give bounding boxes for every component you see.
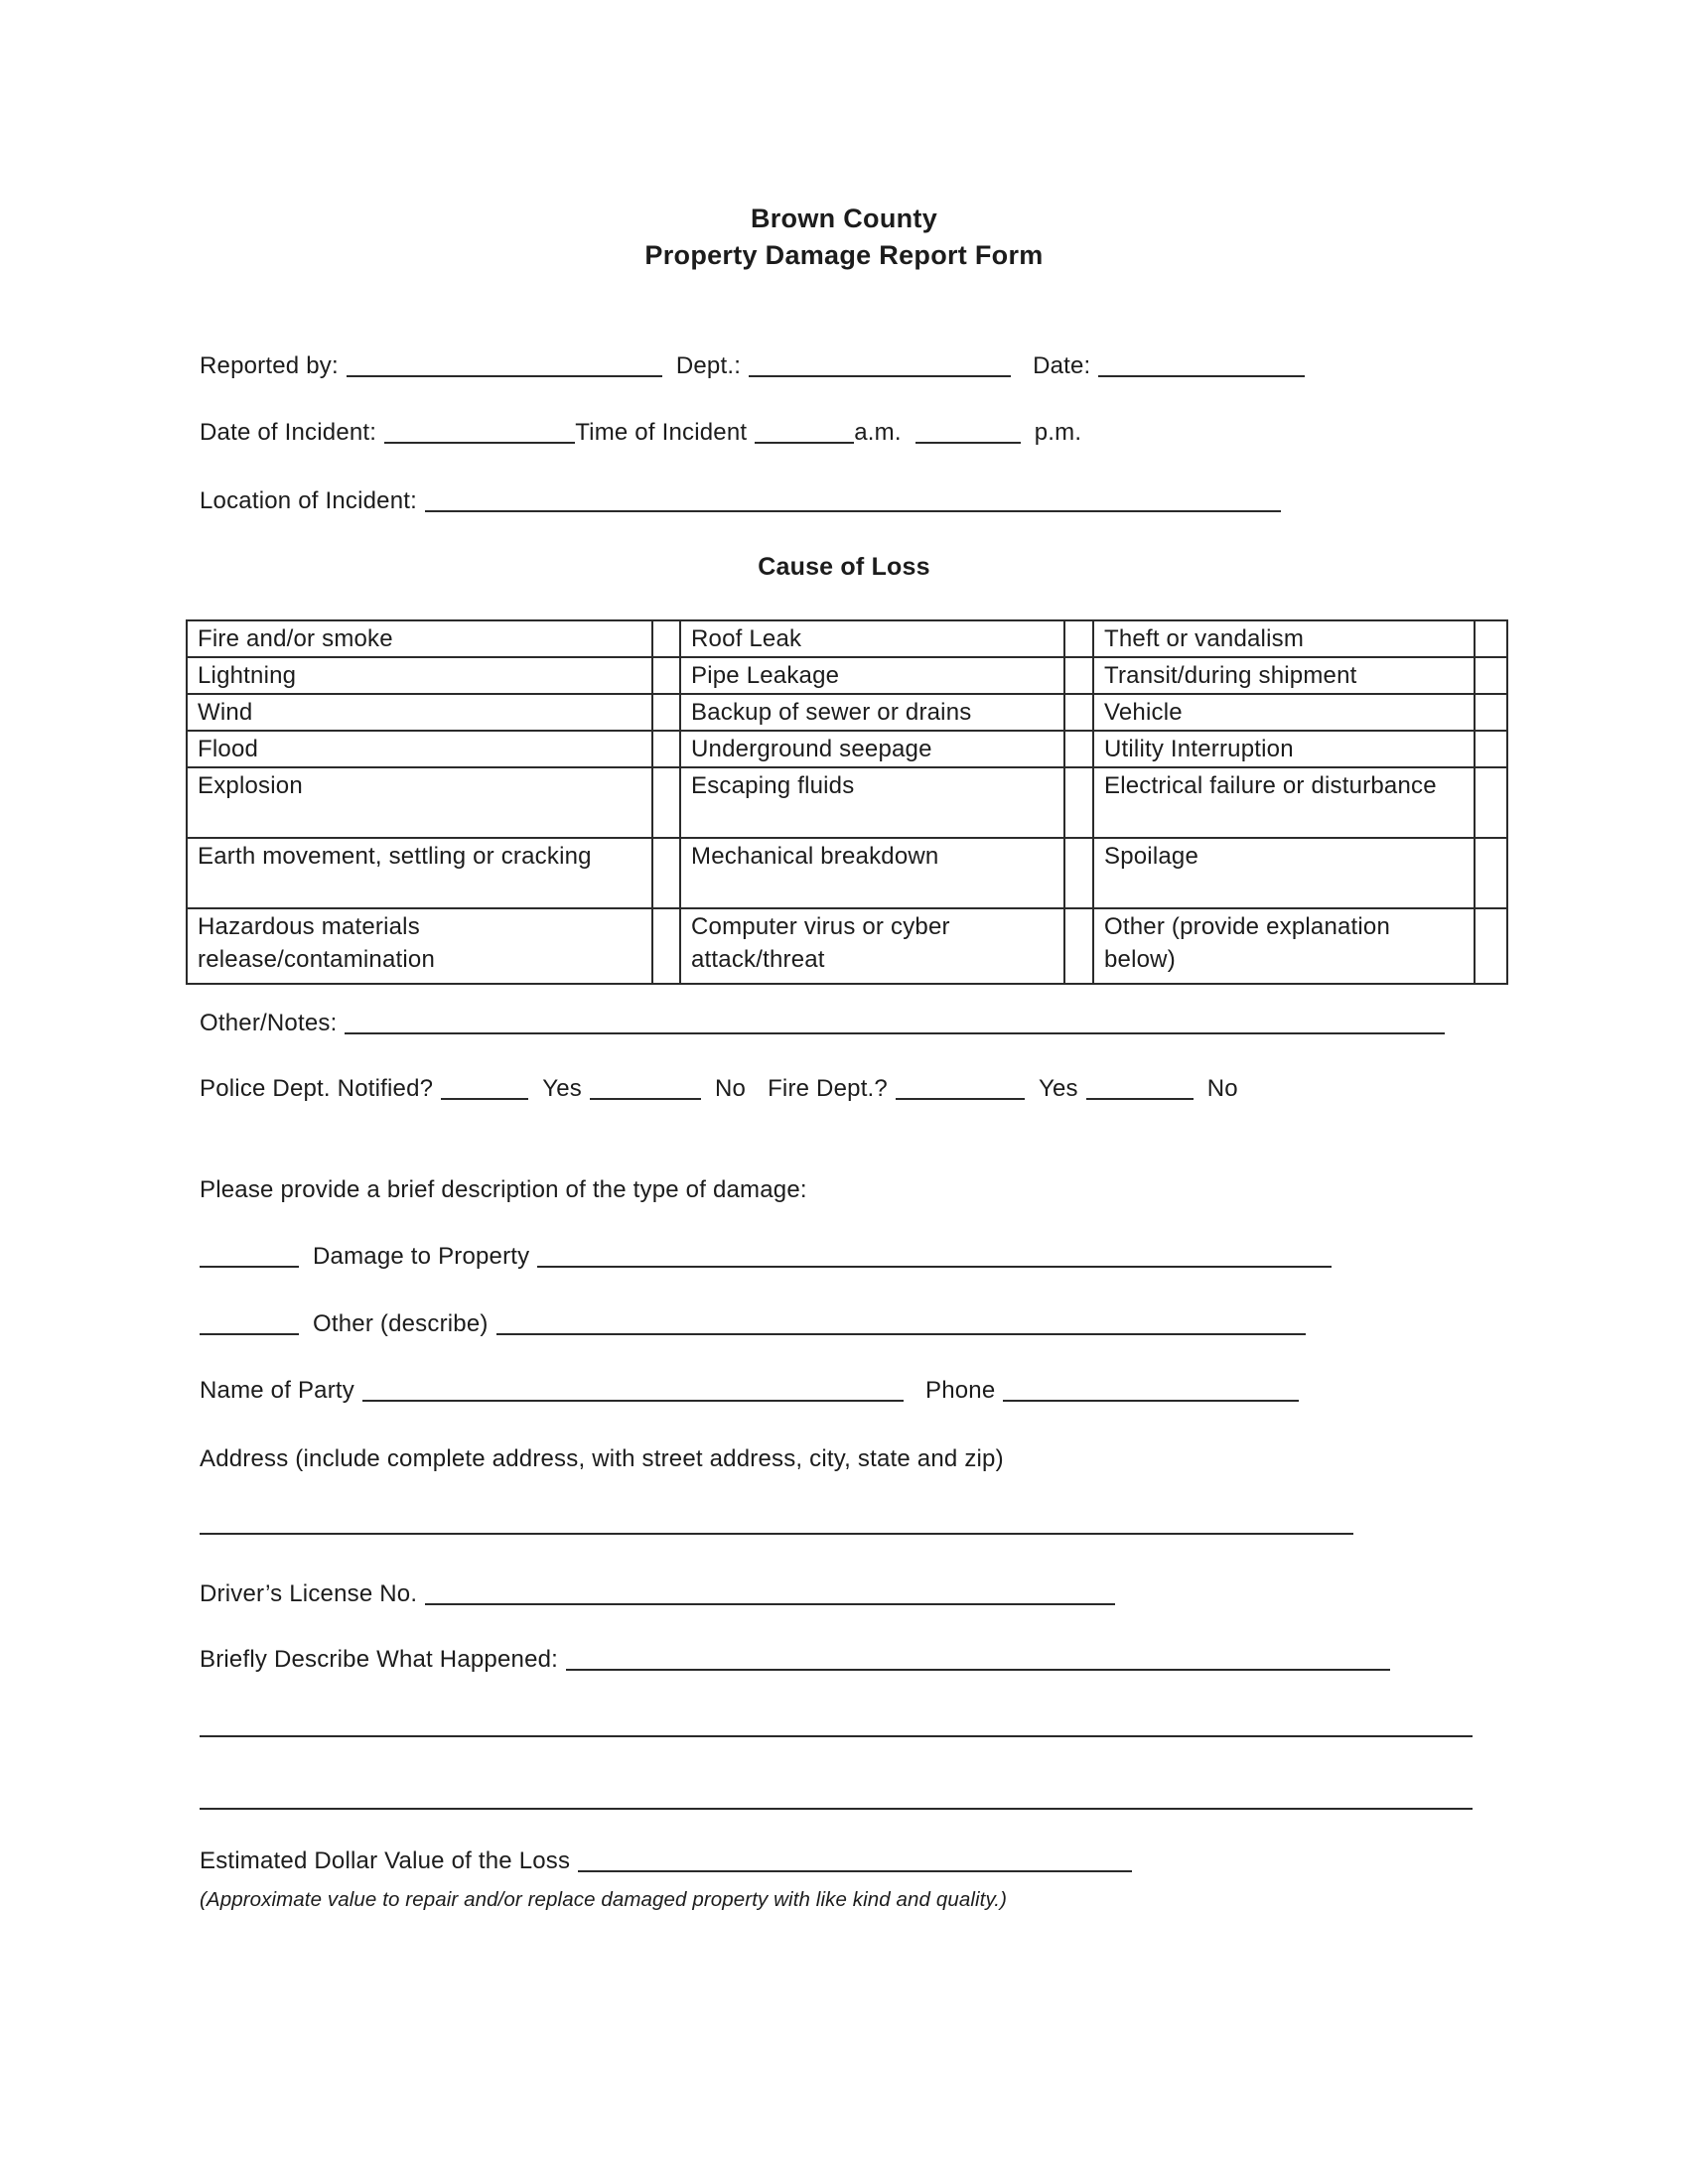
am-label: a.m. [854, 419, 902, 446]
checkbox-cell[interactable] [652, 767, 680, 838]
police-yes-label: Yes [542, 1075, 582, 1102]
estimated-value-row [200, 1846, 1132, 1876]
pm-label: p.m. [1034, 419, 1082, 446]
checkbox-cell[interactable] [1475, 620, 1507, 657]
cause-label: Underground seepage [680, 731, 1064, 767]
cause-label: Escaping fluids [680, 767, 1064, 838]
cause-label: Transit/during shipment [1093, 657, 1475, 694]
checkbox-cell[interactable] [652, 657, 680, 694]
checkbox-cell[interactable] [1064, 620, 1093, 657]
police-no-blank[interactable] [590, 1076, 701, 1100]
damage-to-property-blank[interactable] [537, 1244, 1332, 1268]
fire-no-blank[interactable] [1086, 1076, 1194, 1100]
other-describe-label: Other (describe) [313, 1310, 489, 1337]
fire-notified-label: Fire Dept.? [768, 1075, 888, 1102]
table-row [187, 620, 1507, 657]
cause-label: Theft or vandalism [1093, 620, 1475, 657]
cause-label: Pipe Leakage [680, 657, 1064, 694]
cause-label: Mechanical breakdown [680, 838, 1064, 908]
damage-to-property-row [200, 1242, 1332, 1272]
cause-label: Roof Leak [680, 620, 1064, 657]
checkbox-cell[interactable] [1475, 908, 1507, 984]
cause-label: Backup of sewer or drains [680, 694, 1064, 731]
table-row [187, 838, 1507, 908]
address-blank[interactable] [200, 1507, 1353, 1535]
phone-label: Phone [925, 1377, 996, 1404]
name-of-party-blank[interactable] [362, 1378, 904, 1402]
briefly-describe-blank[interactable] [566, 1647, 1390, 1671]
notified-row [200, 1074, 1238, 1104]
checkbox-cell[interactable] [1475, 694, 1507, 731]
form-title-county: Brown County [750, 204, 938, 233]
incident-datetime-row [200, 418, 1081, 448]
fire-yes-label: Yes [1038, 1075, 1078, 1102]
date-label: Date: [1033, 352, 1091, 379]
table-row [187, 694, 1507, 731]
checkbox-cell[interactable] [1064, 657, 1093, 694]
estimated-value-label: Estimated Dollar Value of the Loss [200, 1847, 571, 1874]
phone-blank[interactable] [1003, 1378, 1299, 1402]
date-of-incident-blank[interactable] [384, 420, 575, 444]
estimated-value-note: (Approximate value to repair and/or replace damaged property with like kind and quality.) [200, 1888, 1008, 1911]
checkbox-cell[interactable] [652, 694, 680, 731]
reported-by-label: Reported by: [200, 352, 339, 379]
checkbox-cell[interactable] [652, 731, 680, 767]
cause-label: Flood [187, 731, 652, 767]
drivers-license-row [200, 1579, 1115, 1609]
location-label: Location of Incident: [200, 487, 418, 514]
checkbox-cell[interactable] [652, 908, 680, 984]
name-of-party-label: Name of Party [200, 1377, 354, 1404]
police-notified-label: Police Dept. Notified? [200, 1075, 434, 1102]
other-notes-blank[interactable] [345, 1011, 1445, 1034]
cause-label: Earth movement, settling or cracking [187, 838, 652, 908]
cause-of-loss-heading: Cause of Loss [758, 553, 930, 581]
other-describe-check-blank[interactable] [200, 1311, 299, 1335]
address-label: Address (include complete address, with street address, city, state and zip) [200, 1445, 1004, 1472]
damage-to-property-check-blank[interactable] [200, 1244, 299, 1268]
cause-label: Utility Interruption [1093, 731, 1475, 767]
police-no-label: No [714, 1075, 747, 1102]
checkbox-cell[interactable] [1064, 767, 1093, 838]
checkbox-cell[interactable] [1475, 838, 1507, 908]
time-am-blank[interactable] [755, 420, 854, 444]
checkbox-cell[interactable] [652, 838, 680, 908]
other-describe-blank[interactable] [496, 1311, 1306, 1335]
checkbox-cell[interactable] [652, 620, 680, 657]
date-of-incident-label: Date of Incident: [200, 419, 377, 446]
describe-continuation-blank-2[interactable] [200, 1782, 1473, 1810]
table-row [187, 767, 1507, 838]
reported-by-row [200, 351, 1305, 381]
cause-label: Other (provide explanation below) [1093, 908, 1475, 984]
describe-continuation-blank-1[interactable] [200, 1709, 1473, 1737]
briefly-describe-label: Briefly Describe What Happened: [200, 1646, 559, 1673]
time-pm-blank[interactable] [915, 420, 1021, 444]
briefly-describe-row [200, 1645, 1390, 1675]
table-row [187, 731, 1507, 767]
name-of-party-row [200, 1376, 1299, 1406]
fire-yes-blank[interactable] [896, 1076, 1025, 1100]
cause-label: Electrical failure or disturbance [1093, 767, 1475, 838]
police-yes-blank[interactable] [441, 1076, 528, 1100]
cause-of-loss-table [186, 619, 1508, 985]
damage-to-property-label: Damage to Property [313, 1243, 530, 1270]
other-notes-row [200, 1009, 1445, 1038]
fire-no-label: No [1206, 1075, 1238, 1102]
table-row [187, 908, 1507, 984]
cause-label: Fire and/or smoke [187, 620, 652, 657]
time-of-incident-label: Time of Incident [575, 419, 748, 446]
dept-blank[interactable] [749, 353, 1011, 377]
location-row [200, 486, 1281, 516]
drivers-license-blank[interactable] [425, 1581, 1115, 1605]
form-title-name: Property Damage Report Form [644, 240, 1044, 270]
cause-label: Computer virus or cyber attack/threat [680, 908, 1064, 984]
cause-label: Vehicle [1093, 694, 1475, 731]
checkbox-cell[interactable] [1064, 838, 1093, 908]
checkbox-cell[interactable] [1475, 767, 1507, 838]
cause-label: Spoilage [1093, 838, 1475, 908]
checkbox-cell[interactable] [1475, 657, 1507, 694]
checkbox-cell[interactable] [1064, 694, 1093, 731]
location-blank[interactable] [425, 488, 1281, 512]
reported-by-blank[interactable] [347, 353, 662, 377]
cause-label: Explosion [187, 767, 652, 838]
other-notes-label: Other/Notes: [200, 1010, 338, 1036]
checkbox-cell[interactable] [1475, 731, 1507, 767]
other-describe-row [200, 1309, 1306, 1339]
cause-label: Lightning [187, 657, 652, 694]
dept-label: Dept.: [675, 352, 742, 379]
drivers-license-label: Driver’s License No. [200, 1580, 418, 1607]
cause-label: Hazardous materials release/contamination [187, 908, 652, 984]
checkbox-cell[interactable] [1064, 908, 1093, 984]
damage-description-intro: Please provide a brief description of the type of damage: [200, 1176, 807, 1203]
table-row [187, 657, 1507, 694]
date-blank[interactable] [1098, 353, 1305, 377]
checkbox-cell[interactable] [1064, 731, 1093, 767]
estimated-value-blank[interactable] [578, 1848, 1132, 1872]
cause-label: Wind [187, 694, 652, 731]
